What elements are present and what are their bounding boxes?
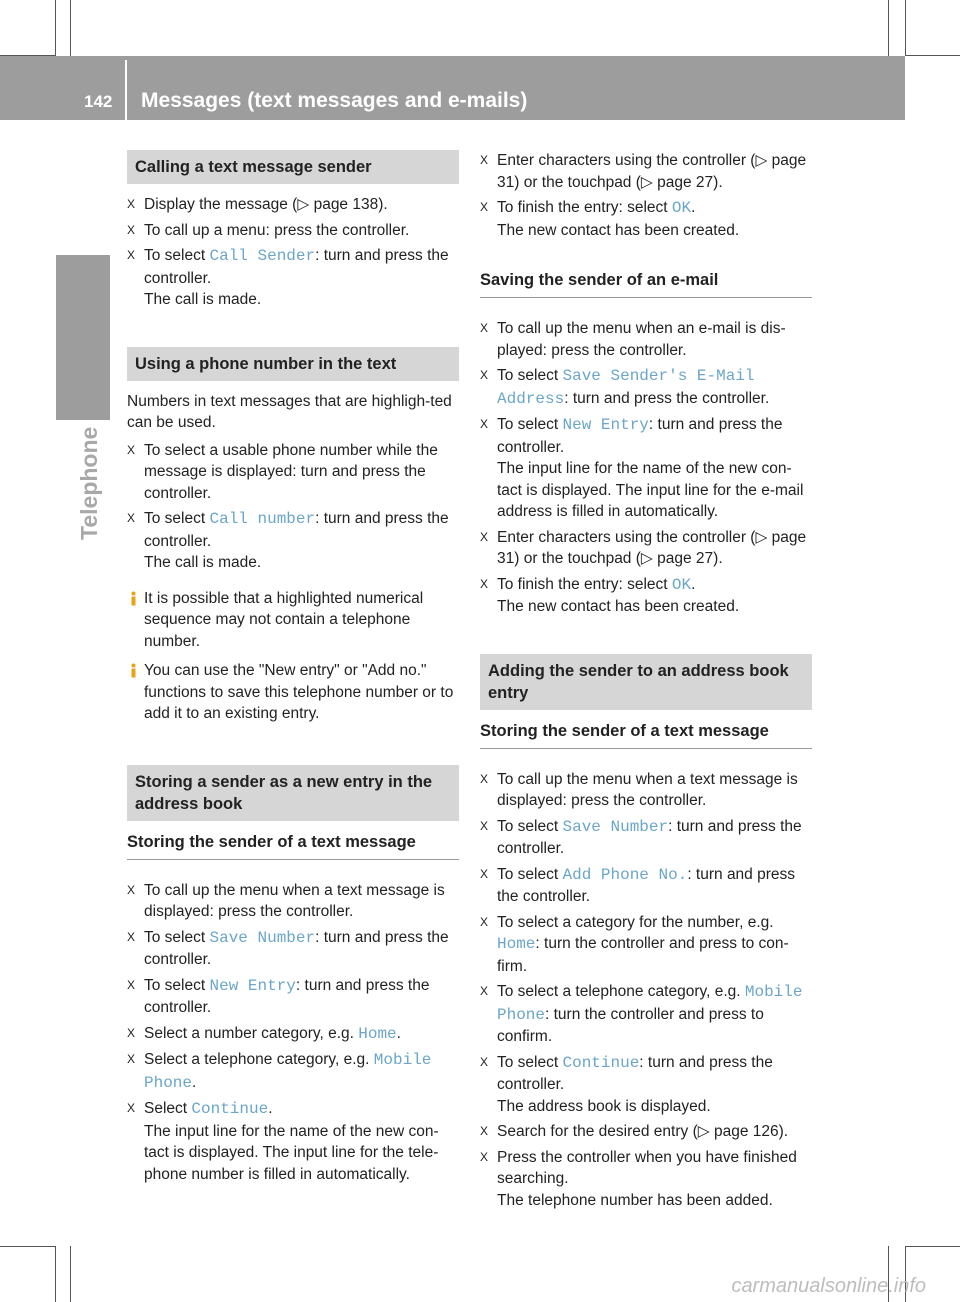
instruction-step: X To select New Entry: turn and press the controller. bbox=[127, 976, 430, 1016]
instruction-step: X To select a usable phone number while the message is displayed: turn and press the controller. bbox=[127, 441, 438, 502]
menu-item-code: New Entry bbox=[562, 416, 649, 434]
instruction-step: X To select a category for the number, e.g. Home: turn the controller and press to con-firm. bbox=[480, 913, 789, 975]
right-column bbox=[480, 150, 812, 1215]
instruction-step: X To call up the menu when an e-mail is dis-played: press the controller. bbox=[480, 320, 786, 359]
crop-mark bbox=[0, 1246, 56, 1247]
menu-item-code: Home bbox=[358, 1024, 397, 1043]
section-heading: Calling a text message sender bbox=[127, 150, 459, 184]
crop-mark bbox=[70, 0, 71, 56]
instruction-step: X Search for the desired entry (▷ page 126). bbox=[480, 1123, 789, 1140]
crop-mark bbox=[888, 0, 889, 56]
instruction-step: X To select Call number: turn and press the controller. The call is made. bbox=[127, 510, 449, 571]
chapter-label: Telephone bbox=[76, 426, 102, 540]
instruction-step: X Select a number category, e.g. Home. bbox=[127, 1024, 401, 1043]
section-heading: Using a phone number in the text bbox=[127, 347, 459, 381]
page-number: 142 bbox=[84, 92, 113, 111]
menu-item-code: New Entry bbox=[209, 976, 296, 995]
menu-item-code: OK bbox=[671, 575, 692, 594]
menu-item-code: Continue bbox=[191, 1100, 269, 1118]
crop-mark bbox=[55, 1246, 56, 1302]
subheading: Storing the sender of a text message bbox=[480, 720, 812, 749]
page-title: Messages (text messages and e-mails) bbox=[141, 89, 528, 112]
menu-item-code: Call Sender bbox=[209, 247, 316, 265]
menu-item-code: Save Number bbox=[209, 928, 316, 947]
crop-mark bbox=[905, 1246, 960, 1247]
crop-mark bbox=[905, 55, 960, 56]
instruction-step: X To select Call Sender: turn and press the controller. The call is made. bbox=[127, 247, 449, 308]
instruction-step: X To finish the entry: select OK. The new contact has been created. bbox=[480, 199, 740, 239]
menu-item-code: Continue bbox=[562, 1053, 640, 1072]
info-note: It is possible that a highlighted numerical sequence may not contain a telephone number. bbox=[127, 588, 459, 653]
instruction-step: X Enter characters using the controller (▷ page 31) or the touchpad (▷ page 27). bbox=[480, 152, 807, 191]
info-note: You can use the "New entry" or "Add no." functions to save this telephone number or to add it to an existing entry. bbox=[127, 660, 459, 725]
menu-item-code: Home bbox=[497, 935, 536, 953]
instruction-step: X To call up a menu: press the controller. bbox=[127, 221, 410, 239]
menu-item-code: Mobile Phone bbox=[144, 1051, 432, 1092]
crop-mark bbox=[70, 1246, 71, 1302]
instruction-step: X To select New Entry: turn and press the controller. The input line for the name of the new con-tact is displayed. The input line for the e-mail address is filled in automatically. bbox=[480, 416, 804, 520]
instruction-step: X To call up the menu when a text message is displayed: press the controller. bbox=[480, 770, 798, 809]
subheading: Storing the sender of a text message bbox=[127, 831, 459, 860]
info-icon bbox=[127, 591, 140, 606]
instruction-step: X To select Save Number: turn and press the controller. bbox=[480, 817, 802, 857]
crop-mark bbox=[905, 0, 906, 56]
section-heading: Storing a sender as a new entry in the address book bbox=[127, 765, 459, 821]
instruction-step: X Display the message (▷ page 138). bbox=[127, 196, 388, 213]
info-icon bbox=[127, 663, 140, 678]
subheading: Saving the sender of an e-mail bbox=[480, 269, 812, 298]
instruction-step: X To call up the menu when a text message is displayed: press the controller. bbox=[127, 881, 445, 920]
instruction-step: X Select a telephone category, e.g. Mobile Phone. bbox=[127, 1051, 432, 1092]
instruction-step: X To select Add Phone No.: turn and press the controller. bbox=[480, 865, 796, 905]
menu-item-code: Call number bbox=[209, 510, 316, 528]
left-column bbox=[127, 150, 459, 1189]
menu-item-code: OK bbox=[671, 199, 692, 217]
crop-mark bbox=[55, 0, 56, 56]
instruction-step: X Enter characters using the controller (▷ page 31) or the touchpad (▷ page 27). bbox=[480, 528, 807, 567]
instruction-step: X Select Continue. The input line for the name of the new con-tact is displayed. The input line for the tele-phone number is filled in automatically. bbox=[127, 1100, 439, 1183]
section-heading: Adding the sender to an address book entry bbox=[480, 654, 812, 710]
menu-item-code: Add Phone No. bbox=[562, 865, 688, 884]
instruction-step: X To select Save Sender's E-Mail Address: turn and press the controller. bbox=[480, 367, 770, 408]
instruction-step: X To select a telephone category, e.g. Mobile Phone: turn the controller and press to confirm. bbox=[480, 983, 803, 1045]
menu-item-code: Save Sender's E-Mail Address bbox=[497, 367, 755, 408]
paragraph: Numbers in text messages that are highligh-ted can be used. bbox=[127, 392, 452, 431]
menu-item-code: Mobile Phone bbox=[497, 983, 803, 1024]
watermark: carmanualsonline.info bbox=[731, 1275, 926, 1297]
instruction-step: X To finish the entry: select OK. The new contact has been created. bbox=[480, 575, 740, 615]
menu-item-code: Save Number bbox=[562, 817, 669, 836]
instruction-step: X To select Continue: turn and press the controller. The address book is displayed. bbox=[480, 1053, 773, 1115]
instruction-step: X To select Save Number: turn and press the controller. bbox=[127, 928, 449, 968]
header-divider bbox=[125, 60, 127, 120]
instruction-step: X Press the controller when you have finished searching. The telephone number has been added. bbox=[480, 1148, 797, 1209]
